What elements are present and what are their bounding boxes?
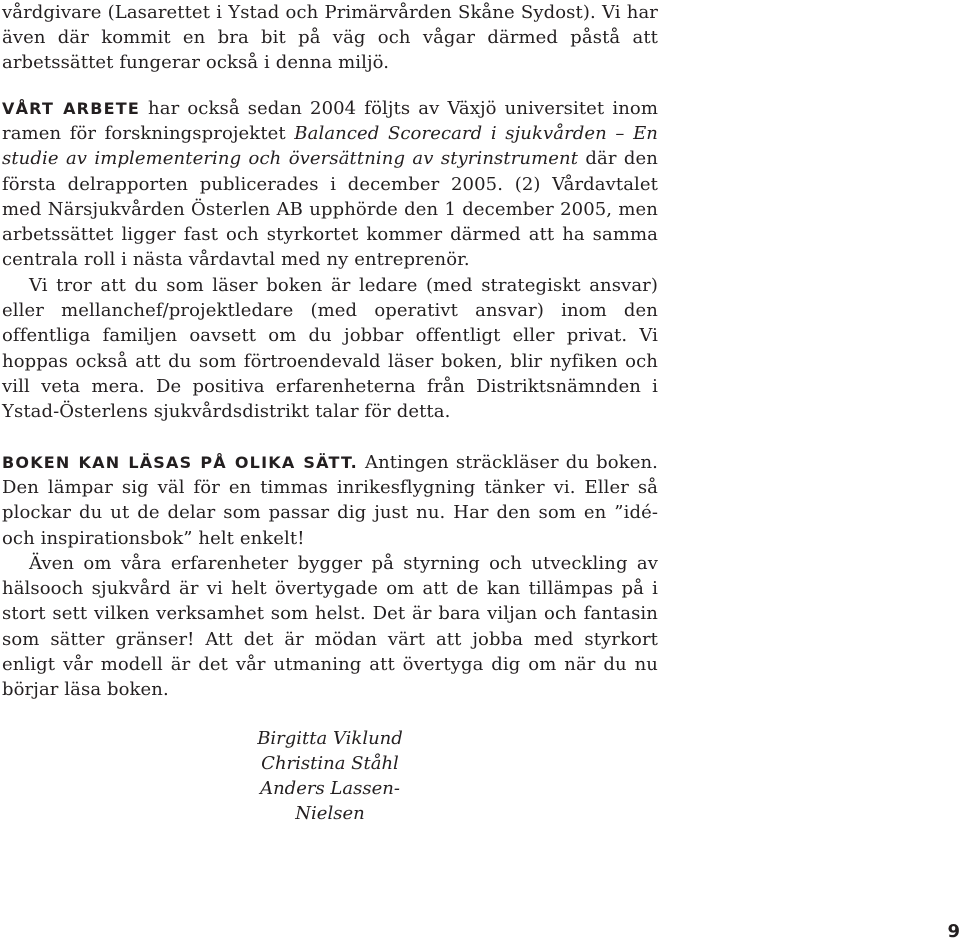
section-1-study-title: Balanced Scorecard i sjukvården – En studie av implementering och översättning av styrinstrument (2, 123, 658, 170)
signature-1: Birgitta Viklund (257, 728, 403, 749)
page-number: 9 (947, 921, 960, 942)
section-1-paragraph-2 (2, 273, 658, 424)
top-paragraph-text: vårdgivare (Lasarettet i Ystad och Primärvården Skåne Sydost). Vi har även där kommit en bra bit på väg och vågar därmed påstå att arbetssättet fungerar också i denna miljö. (2, 2, 658, 74)
section-1-paragraph-1 (2, 96, 658, 272)
section-2-p2-text: Även om våra erfarenheter bygger på styrning och utveckling av hälsooch sjukvård är vi helt övertygade om att de kan tillämpas på i stort sett vilken verksamhet som helst. Det är bara viljan och fantasin som sätter gränser! Att det är mödan värt att jobba med styrkort enligt vår modell är det vår utmaning att övertyga dig om när du nu börjar läsa boken. (2, 553, 658, 701)
section-2-paragraph-2 (2, 551, 658, 702)
section-1-p1-part-b: där den första delrapporten publicerades i december 2005. (2) Vårdavtalet med Närsjukvården Österlen AB upphörde den 1 december 2005, men arbetssättet ligger fast och styrkortet kommer därmed att ha samma centrala roll i nästa vårdavtal med ny entreprenör. (2, 148, 658, 271)
section-2-p1-text: Antingen sträckläser du boken. Den lämpar sig väl för en timmas inrikesflygning tänker vi. Eller så plockar du ut de delar som passar dig just nu. Har den som en ”idé- och inspirationsbok” helt enkelt! (2, 452, 658, 549)
top-paragraph (2, 0, 658, 76)
signature-2: Christina Ståhl (261, 753, 399, 774)
section-1-lead: VÅRT ARBETE (2, 99, 140, 118)
section-2-paragraph-1 (2, 450, 658, 551)
section-1-p2-text: Vi tror att du som läser boken är ledare (med strategiskt ansvar) eller mellanchef/projektledare (med operativt ansvar) inom den offentliga familjen oavsett om du jobbar offentligt eller privat. Vi hoppas också att du som förtroendevald läser boken, blir nyfiken och vill veta mera. De positiva erfarenheterna från Distriktsnämnden i Ystad-Österlens sjukvårdsdistrikt talar för detta. (2, 275, 658, 423)
signature-3: Anders Lassen-Nielsen (260, 778, 400, 824)
section-1-p1-part-a: har också sedan 2004 följts av Växjö universitet inom ramen för forskningsprojektet (2, 98, 658, 145)
section-2-lead: BOKEN KAN LÄSAS PÅ OLIKA SÄTT. (2, 453, 358, 472)
